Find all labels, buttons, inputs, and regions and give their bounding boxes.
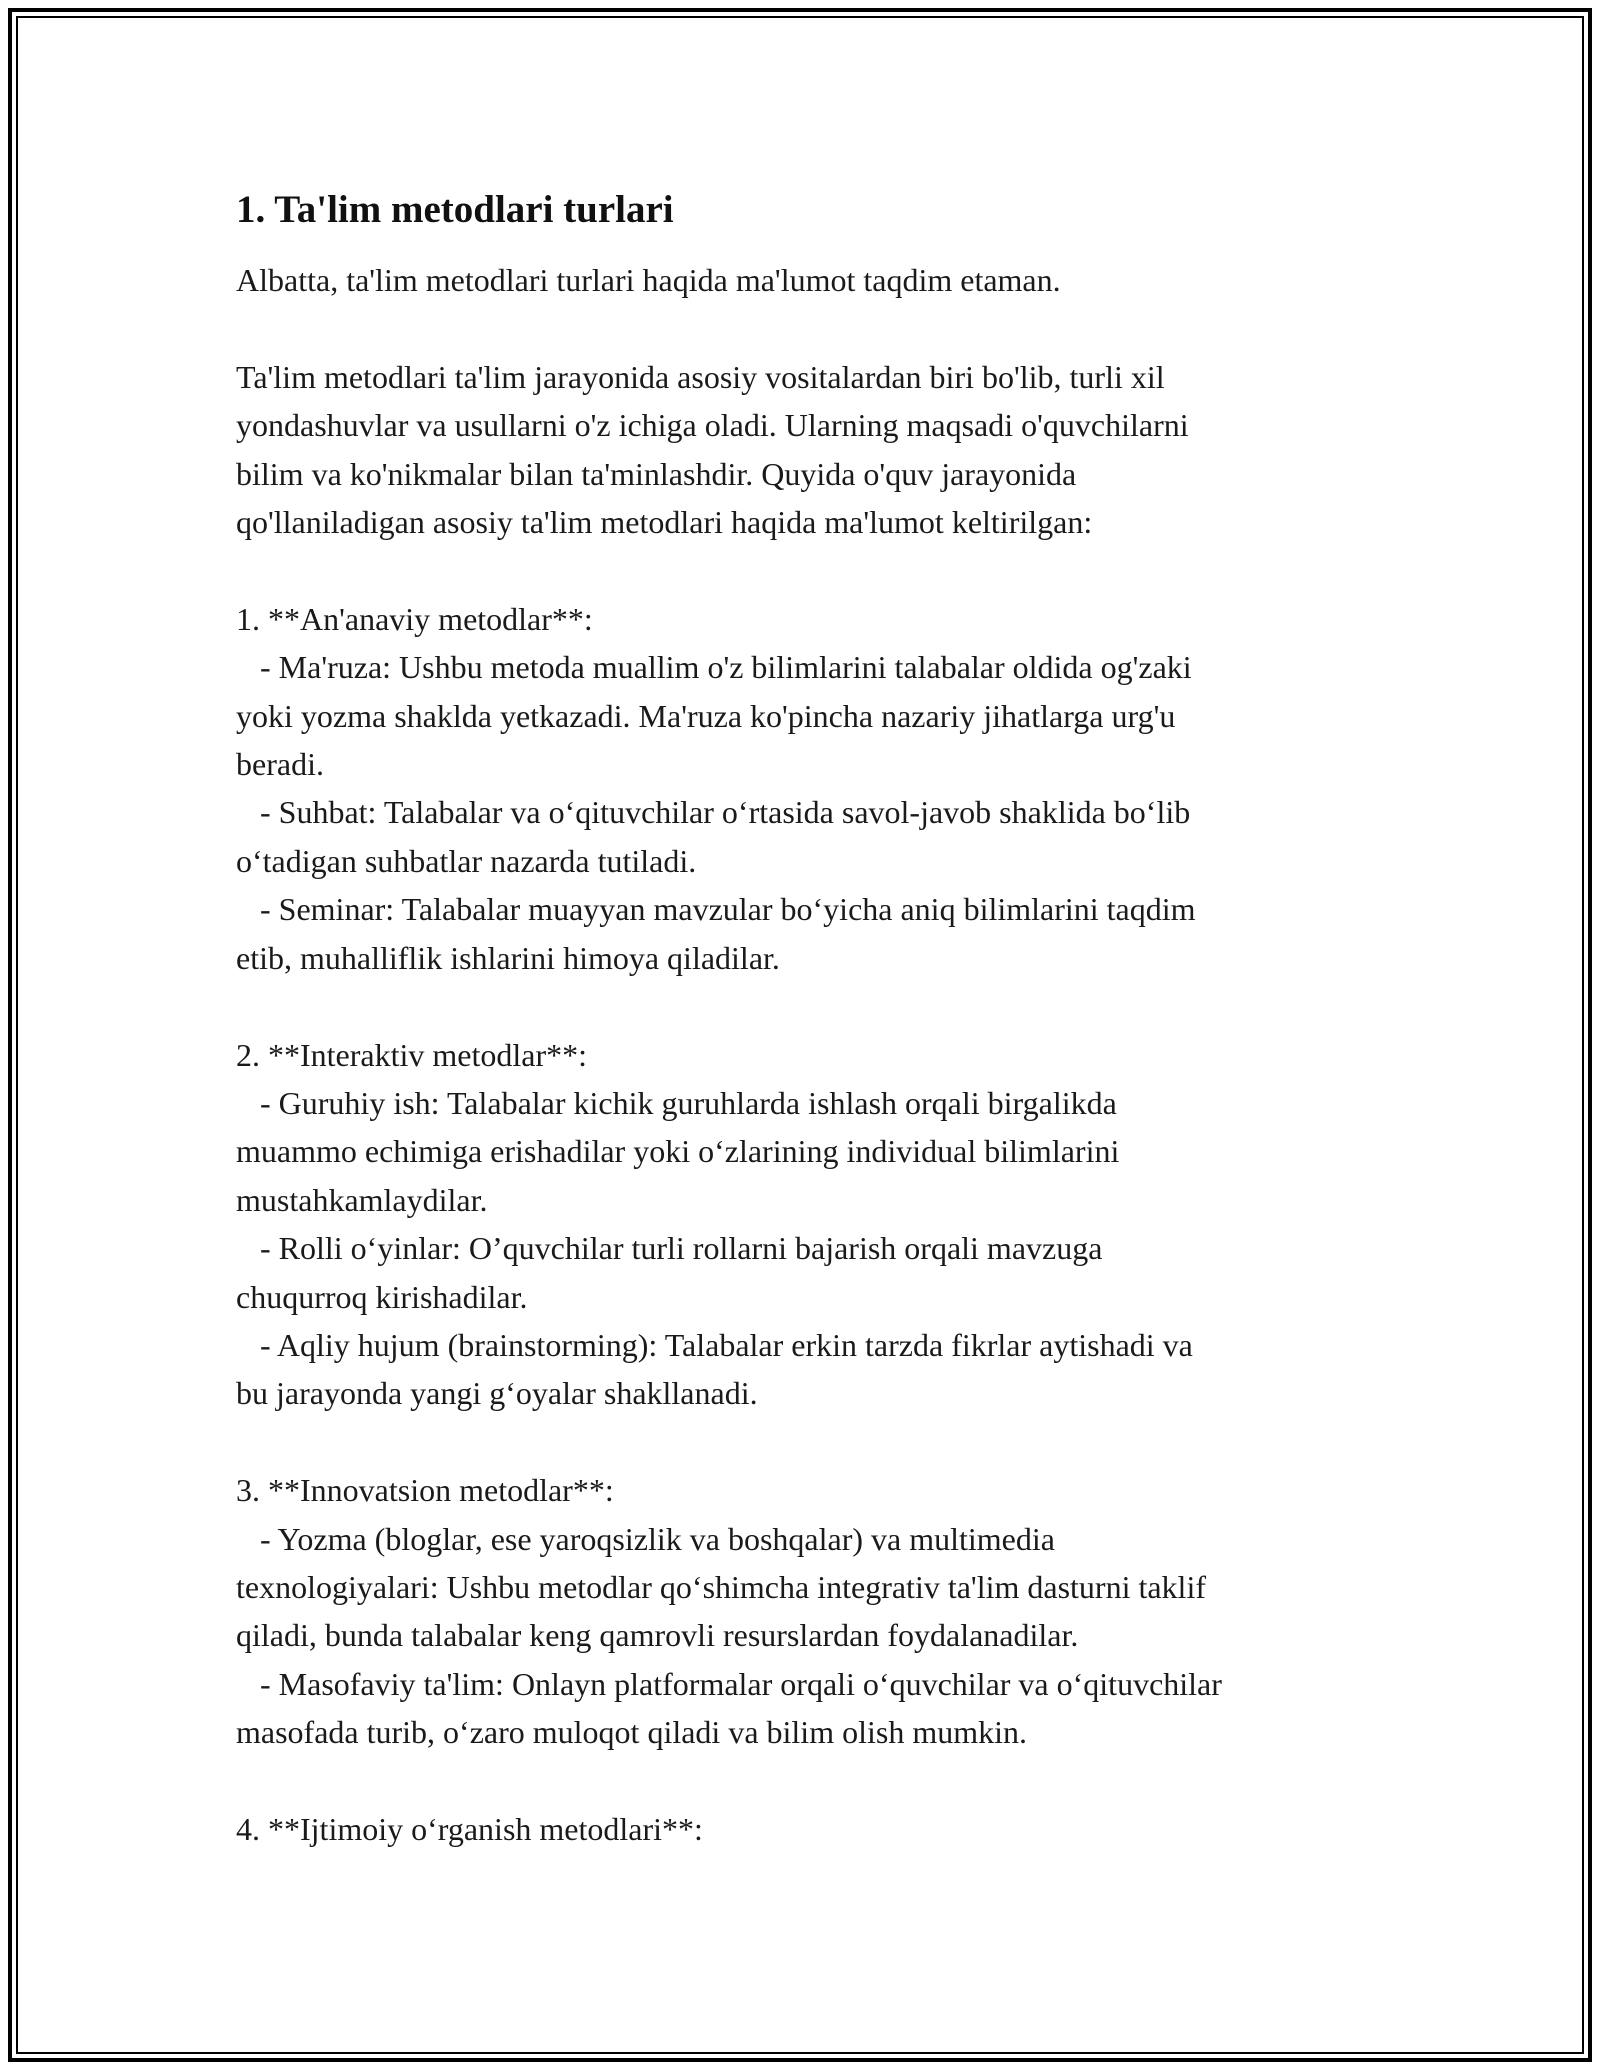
document-content (236, 186, 1376, 1853)
document-body: Albatta, ta'lim metodlari turlari haqida ma'lumot taqdim etaman. Ta'lim metodlari ta'lim jarayonida asosiy vositalardan biri bo'lib, turli xil yondashuvlar va usullarni o'z ichiga oladi. Ularning maqsadi o'quvchilarni bilim va ko'nikmalar bilan ta'minlashdir. Quyida o'quv jarayonida qo'llaniladigan asosiy ta'lim metodlari haqida ma'lumot keltirilgan: 1. **An'anaviy metodlar**: - Ma'ruza: Ushbu metoda muallim o'z bilimlarini talabalar oldida og'zaki yoki yozma shakldа yetkazadi. Ma'ruza ko'pincha nazariy jihatlarga urg'u beradi. - Suhbat: Talabalar va o‘qituvchilar o‘rtasida savol-javob shaklida bo‘lib o‘tadigan suhbatlar nazarda tutiladi. - Seminar: Talabalar muayyan mavzular bo‘yicha aniq bilimlarini taqdim etib, muhalliflik ishlarini himoya qiladilar. 2. **Interaktiv metodlar**: - Guruhiy ish: Talabalar kichik guruhlarda ishlash orqali birgalikda muammo echimiga erishadilar yoki o‘zlarining individual bilimlarini mustahkamlaydilar. - Rolli o‘yinlar: O’quvchilar turli rollarni bajarish orqali mavzuga chuqurroq kirishadilar. - Aqliy hujum (brainstorming): Talabalar erkin tarzda fikrlar aytishadi va bu jarayonda yangi g‘oyalar shakllanadi. 3. **Innovatsion metodlar**: - Yozma (bloglar, ese yaroqsizlik va boshqalar) va multimedia texnologiyalari: Ushbu metodlar qo‘shimcha integrativ ta'lim dasturni taklif qiladi, bunda talabalar keng qamrovli resurslardan foydalanadilar. - Masofaviy ta'lim: Onlayn platformalar orqali o‘quvchilar va o‘qituvchilar masofada turib, o‘zaro muloqot qiladi va bilim olish mumkin. 4. **Ijtimoiy o‘rganish metodlari**: (236, 262, 1222, 1847)
document-heading: 1. Ta'lim metodlari turlari (236, 188, 674, 231)
